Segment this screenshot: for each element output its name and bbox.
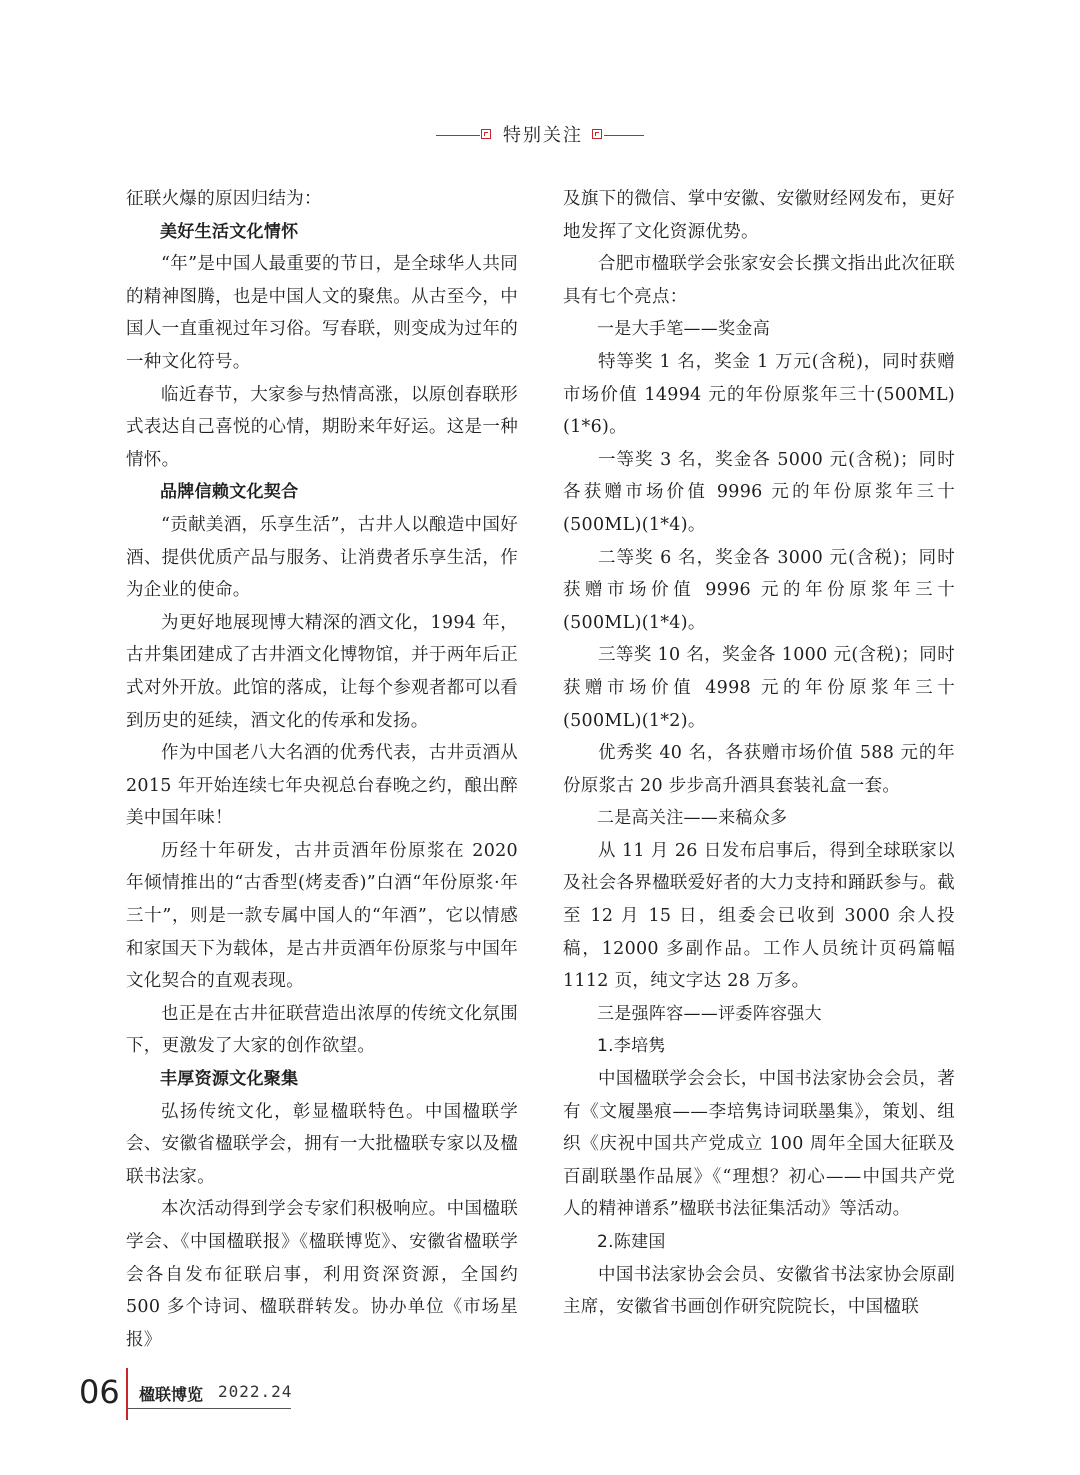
paragraph: 也正是在古井征联营造出浓厚的传统文化氛围下，更激发了大家的创作欲望。 — [126, 1003, 518, 1057]
paragraph: 作为中国老八大名酒的优秀代表，古井贡酒从 2015 年开始连续七年央视总台春晚之约，酿出醉美中国年味！ — [126, 743, 518, 829]
section-header — [0, 118, 1080, 152]
paragraph: 历经十年研发，古井贡酒年份原浆在 2020 年倾情推出的“古香型(烤麦香)”白酒“年份原浆·年三十”，则是一款专属中国人的“年酒”，它以情感和家国天下为载体，是古井贡酒年份原浆与中国年文化契合的直观表现。 — [126, 840, 518, 992]
issue-number: 2022.24 — [218, 1382, 293, 1401]
paragraph: 二等奖 6 名，奖金各 3000 元(含税)；同时获赠市场价值 9996 元的年份原浆年三十(500ML)(1*4)。 — [563, 547, 955, 633]
paragraph: 中国楹联学会会长，中国书法家协会会员，著有《文履墨痕——李培隽诗词联墨集》，策划、组织《庆祝中国共产党成立 100 周年全国大征联及百副联墨作品展》《“理想？初心——中国共产党人的精神谱系”楹联书法征集活动》等活动。 — [563, 1069, 955, 1220]
header-ornament-right-icon — [592, 129, 602, 139]
paragraph: 弘扬传统文化，彰显楹联特色。中国楹联学会、安徽省楹联学会，拥有一大批楹联专家以及楹联书法家。 — [126, 1101, 518, 1187]
list-heading: 三是强阵容——评委阵容强大 — [597, 1003, 822, 1024]
magazine-name: 楹联博览 — [139, 1385, 204, 1404]
paragraph: “贡献美酒，乐享生活”，古井人以酿造中国好酒、提供优质产品与服务、让消费者乐享生活，作为企业的使命。 — [126, 514, 518, 601]
paragraph: 为更好地展现博大精深的酒文化，1994 年，古井集团建成了古井酒文化博物馆，并于两年后正式对外开放。此馆的落成，让每个参观者都可以看到历史的延续，酒文化的传承和发扬。 — [126, 612, 518, 731]
header-ornament-left-icon — [481, 129, 491, 139]
paragraph-continued: 及旗下的微信、掌中安徽、安徽财经网发布，更好地发挥了文化资源优势。 — [563, 189, 955, 242]
subheading: 品牌信赖文化契合 — [160, 482, 299, 503]
paragraph: 从 11 月 26 日发布启事后，得到全球联家以及社会各界楹联爱好者的大力支持和踊跃参与。截至 12 月 15 日，组委会已收到 3000 余人投稿，12000 多副作品。工作人员统计页码篇幅 1112 页，纯文字达 28 万多。 — [563, 840, 955, 992]
list-heading: 1.李培隽 — [597, 1036, 666, 1057]
footer-rule — [128, 1408, 291, 1409]
paragraph: 优秀奖 40 名，各获赠市场价值 588 元的年份原浆古 20 步步高升酒具套装礼盒一套。 — [563, 743, 955, 796]
paragraph: 临近春节，大家参与热情高涨，以原创春联形式表达自己喜悦的心情，期盼来年好运。这是一种情怀。 — [126, 384, 518, 470]
header-rule-right — [604, 135, 644, 136]
right-column — [563, 183, 955, 1324]
left-column — [126, 183, 518, 1356]
paragraph: 一等奖 3 名，奖金各 5000 元(含税)；同时各获赠市场价值 9996 元的年份原浆年三十(500ML)(1*4)。 — [563, 449, 955, 535]
list-heading: 二是高关注——来稿众多 — [597, 808, 788, 829]
header-rule-left — [436, 135, 480, 136]
paragraph: 本次活动得到学会专家们积极响应。中国楹联学会、《中国楹联报》《楹联博览》、安徽省楹联学会各自发布征联启事，利用资深资源，全国约 500 多个诗词、楹联群转发。协办单位《市场星报》 — [126, 1199, 518, 1350]
paragraph: 中国书法家协会会员、安徽省书法家协会原副主席，安徽省书画创作研究院院长，中国楹联 — [563, 1264, 955, 1318]
footer-accent-bar — [126, 1368, 128, 1420]
paragraph: 合肥市楹联学会张家安会长撰文指出此次征联具有七个亮点： — [563, 254, 955, 307]
list-heading: 一是大手笔——奖金高 — [597, 319, 770, 340]
paragraph: “年”是中国人最重要的节日，是全球华人共同的精神图腾，也是中国人文的聚焦。从古至今，中国人一直重视过年习俗。写春联，则变成为过年的一种文化符号。 — [126, 254, 518, 372]
paragraph-continued: 征联火爆的原因归结为： — [126, 189, 322, 209]
section-title: 特别关注 — [503, 125, 583, 146]
subheading: 丰厚资源文化聚集 — [160, 1069, 299, 1090]
paragraph: 三等奖 10 名，奖金各 1000 元(含税)；同时获赠市场价值 4998 元的年份原浆年三十(500ML)(1*2)。 — [563, 645, 955, 731]
page-number: 06 — [79, 1373, 120, 1411]
paragraph: 特等奖 1 名，奖金 1 万元(含税)，同时获赠市场价值 14994 元的年份原浆年三十(500ML)(1*6)。 — [563, 351, 955, 438]
subheading: 美好生活文化情怀 — [160, 221, 299, 242]
list-heading: 2.陈建国 — [597, 1232, 666, 1252]
